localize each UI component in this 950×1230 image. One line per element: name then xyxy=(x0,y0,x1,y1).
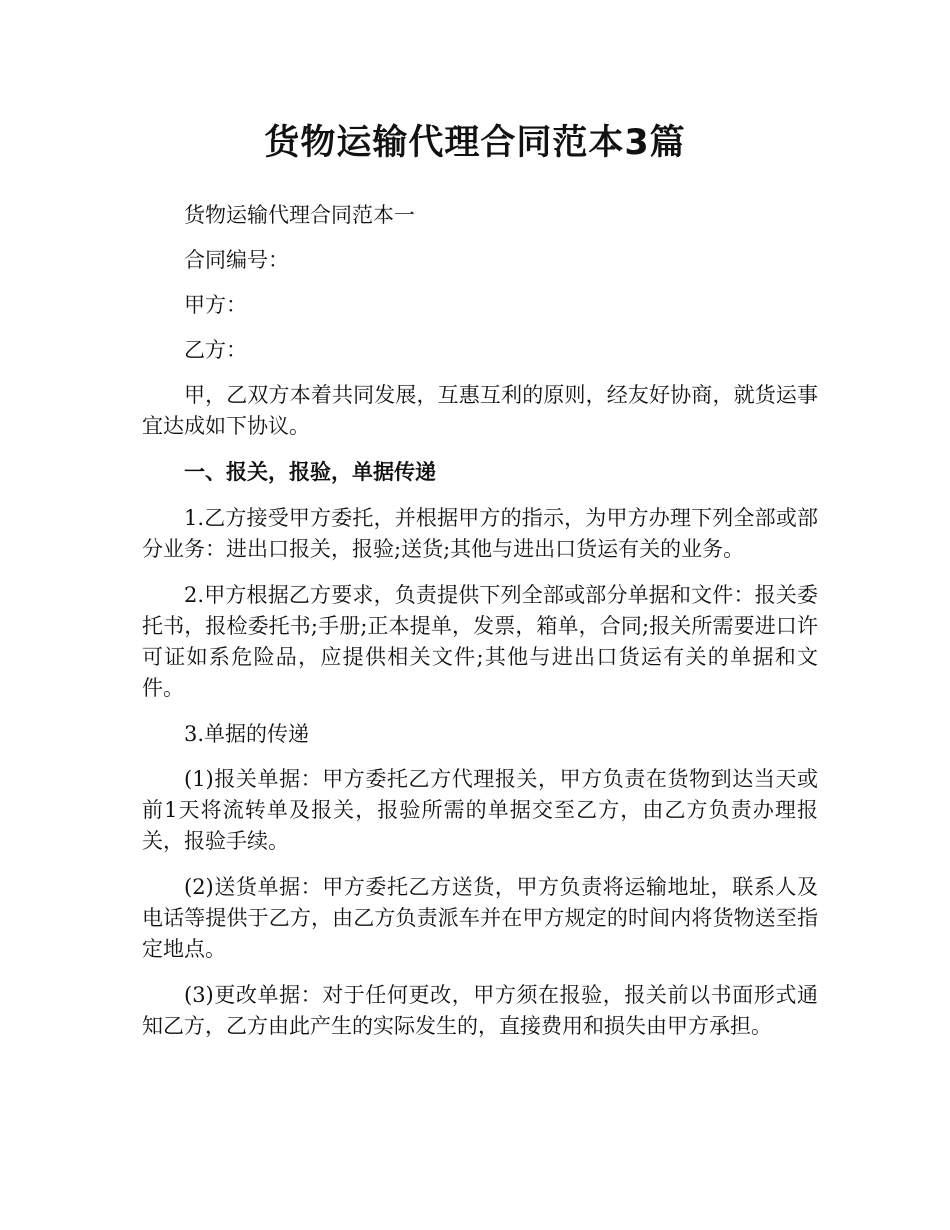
document-body xyxy=(142,200,818,1057)
document-title: 货物运输代理合同范本3篇 xyxy=(264,123,686,163)
section-heading: 一、报关，报验，单据传递 xyxy=(184,460,436,484)
clause-paragraph: 2.甲方根据乙方要求，负责提供下列全部或部分单据和文件：报关委托书，报检委托书;手册;正本提单，发票，箱单，合同;报关所需要进口许可证如系危险品，应提供相关文件;其他与进出口货运有关的单据和文件。 xyxy=(142,583,818,700)
clause-paragraph: 1.乙方接受甲方委托，并根据甲方的指示，为甲方办理下列全部或部分业务：进出口报关，报验;送货;其他与进出口货运有关的业务。 xyxy=(142,506,818,561)
preamble-paragraph: 甲，乙双方本着共同发展，互惠互利的原则，经友好协商，就货运事宜达成如下协议。 xyxy=(142,383,818,438)
clause-paragraph: (2)送货单据：甲方委托乙方送货，甲方负责将运输地址，联系人及电话等提供于乙方，由乙方负责派车并在甲方规定的时间内将货物送至指定地点。 xyxy=(142,875,818,961)
clause-paragraph: (3)更改单据：对于任何更改，甲方须在报验，报关前以书面形式通知乙方，乙方由此产生的实际发生的，直接费用和损失由甲方承担。 xyxy=(142,983,818,1038)
clause-paragraph: (1)报关单据：甲方委托乙方代理报关，甲方负责在货物到达当天或前1天将流转单及报关，报验所需的单据交至乙方，由乙方负责办理报关，报验手续。 xyxy=(142,767,818,853)
party-a-label: 甲方： xyxy=(184,293,247,317)
section-subtitle: 货物运输代理合同范本一 xyxy=(184,203,415,227)
clause-paragraph: 3.单据的传递 xyxy=(184,722,310,746)
party-b-label: 乙方： xyxy=(184,338,247,362)
contract-number-label: 合同编号： xyxy=(184,248,289,272)
